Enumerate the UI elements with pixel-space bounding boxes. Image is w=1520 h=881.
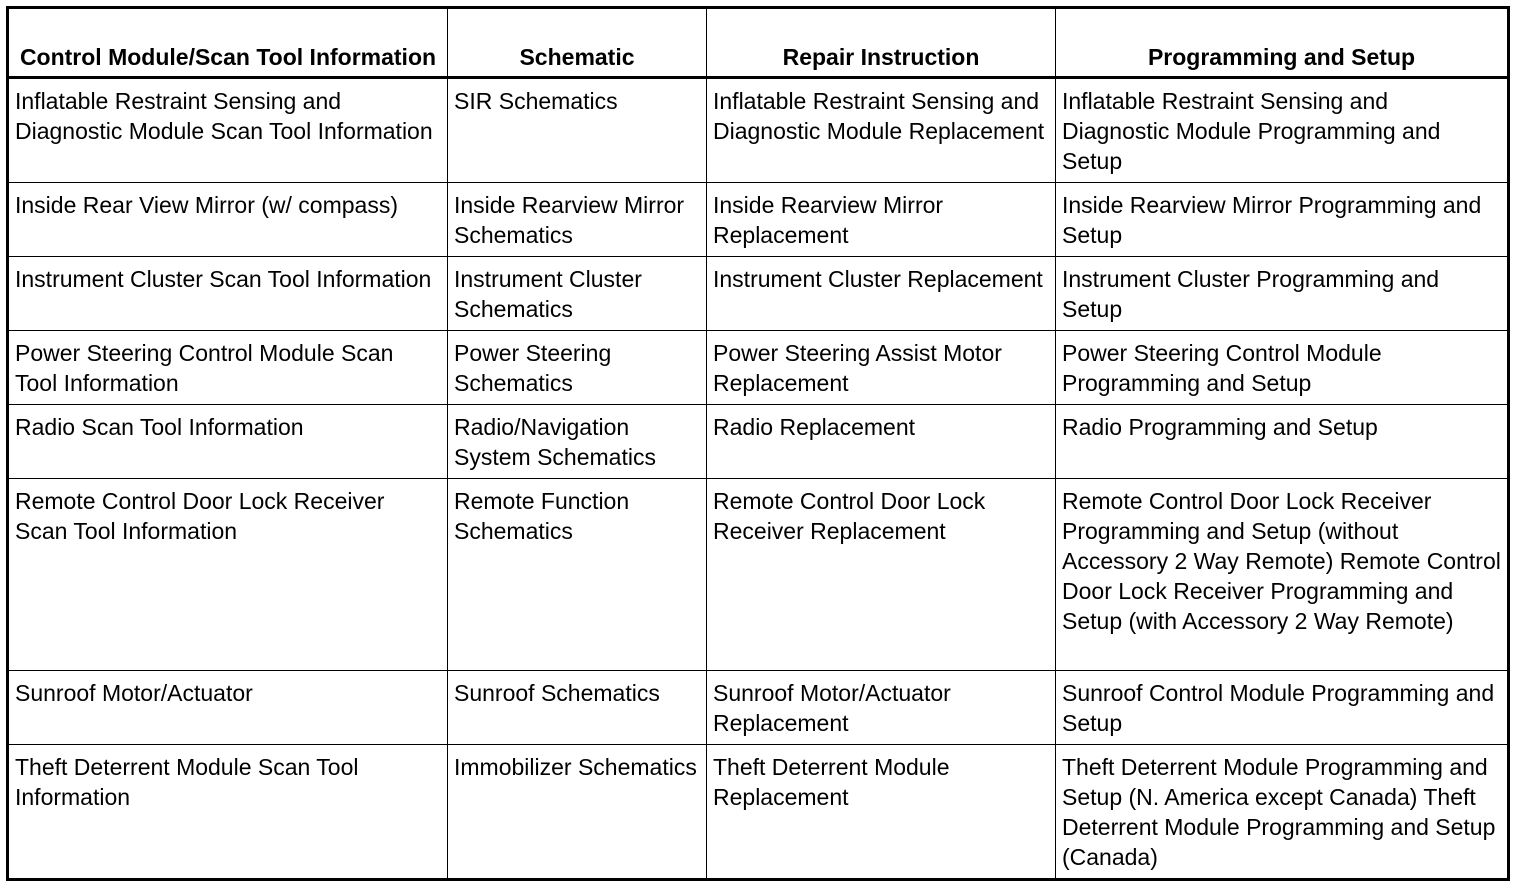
cell-control-module: Inside Rear View Mirror (w/ compass) (8, 183, 448, 257)
cell-repair-instruction: Radio Replacement (707, 405, 1056, 479)
cell-control-module: Instrument Cluster Scan Tool Information (8, 257, 448, 331)
cell-programming-setup: Power Steering Control Module Programming and Setup (1056, 331, 1509, 405)
cell-programming-setup: Sunroof Control Module Programming and Setup (1056, 671, 1509, 745)
cell-programming-setup: Remote Control Door Lock Receiver Programming and Setup (without Accessory 2 Way Remote) Remote Control Door Lock Receiver Programming and Setup (with Accessory 2 Way Remote) (1056, 479, 1509, 671)
cell-control-module: Sunroof Motor/Actuator (8, 671, 448, 745)
module-reference-table (6, 6, 1510, 881)
cell-schematic: Instrument Cluster Schematics (448, 257, 707, 331)
table-row (8, 745, 1509, 880)
cell-repair-instruction: Instrument Cluster Replacement (707, 257, 1056, 331)
table-row (8, 257, 1509, 331)
cell-schematic: Remote Function Schematics (448, 479, 707, 671)
cell-repair-instruction: Sunroof Motor/Actuator Replacement (707, 671, 1056, 745)
table-body (8, 78, 1509, 880)
table-row (8, 479, 1509, 671)
cell-programming-setup: Radio Programming and Setup (1056, 405, 1509, 479)
cell-schematic: SIR Schematics (448, 78, 707, 183)
cell-repair-instruction: Inflatable Restraint Sensing and Diagnostic Module Replacement (707, 78, 1056, 183)
cell-programming-setup: Instrument Cluster Programming and Setup (1056, 257, 1509, 331)
cell-programming-setup: Inflatable Restraint Sensing and Diagnostic Module Programming and Setup (1056, 78, 1509, 183)
cell-schematic: Immobilizer Schematics (448, 745, 707, 880)
header-schematic: Schematic (448, 8, 707, 78)
table-header (8, 8, 1509, 78)
header-control-module: Control Module/Scan Tool Information (8, 8, 448, 78)
cell-control-module: Inflatable Restraint Sensing and Diagnostic Module Scan Tool Information (8, 78, 448, 183)
header-repair-instruction: Repair Instruction (707, 8, 1056, 78)
cell-control-module: Power Steering Control Module Scan Tool Information (8, 331, 448, 405)
cell-repair-instruction: Inside Rearview Mirror Replacement (707, 183, 1056, 257)
cell-schematic: Power Steering Schematics (448, 331, 707, 405)
table-row (8, 331, 1509, 405)
cell-schematic: Inside Rearview Mirror Schematics (448, 183, 707, 257)
cell-repair-instruction: Power Steering Assist Motor Replacement (707, 331, 1056, 405)
cell-schematic: Sunroof Schematics (448, 671, 707, 745)
cell-programming-setup: Theft Deterrent Module Programming and Setup (N. America except Canada) Theft Deterrent Module Programming and Setup (Canada) (1056, 745, 1509, 880)
table-row (8, 78, 1509, 183)
cell-programming-setup: Inside Rearview Mirror Programming and Setup (1056, 183, 1509, 257)
cell-schematic: Radio/Navigation System Schematics (448, 405, 707, 479)
header-programming-setup: Programming and Setup (1056, 8, 1509, 78)
cell-repair-instruction: Remote Control Door Lock Receiver Replacement (707, 479, 1056, 671)
cell-control-module: Theft Deterrent Module Scan Tool Information (8, 745, 448, 880)
table-row (8, 671, 1509, 745)
table-row (8, 183, 1509, 257)
cell-control-module: Radio Scan Tool Information (8, 405, 448, 479)
cell-repair-instruction: Theft Deterrent Module Replacement (707, 745, 1056, 880)
cell-control-module: Remote Control Door Lock Receiver Scan Tool Information (8, 479, 448, 671)
table-row (8, 405, 1509, 479)
header-row (8, 8, 1509, 78)
